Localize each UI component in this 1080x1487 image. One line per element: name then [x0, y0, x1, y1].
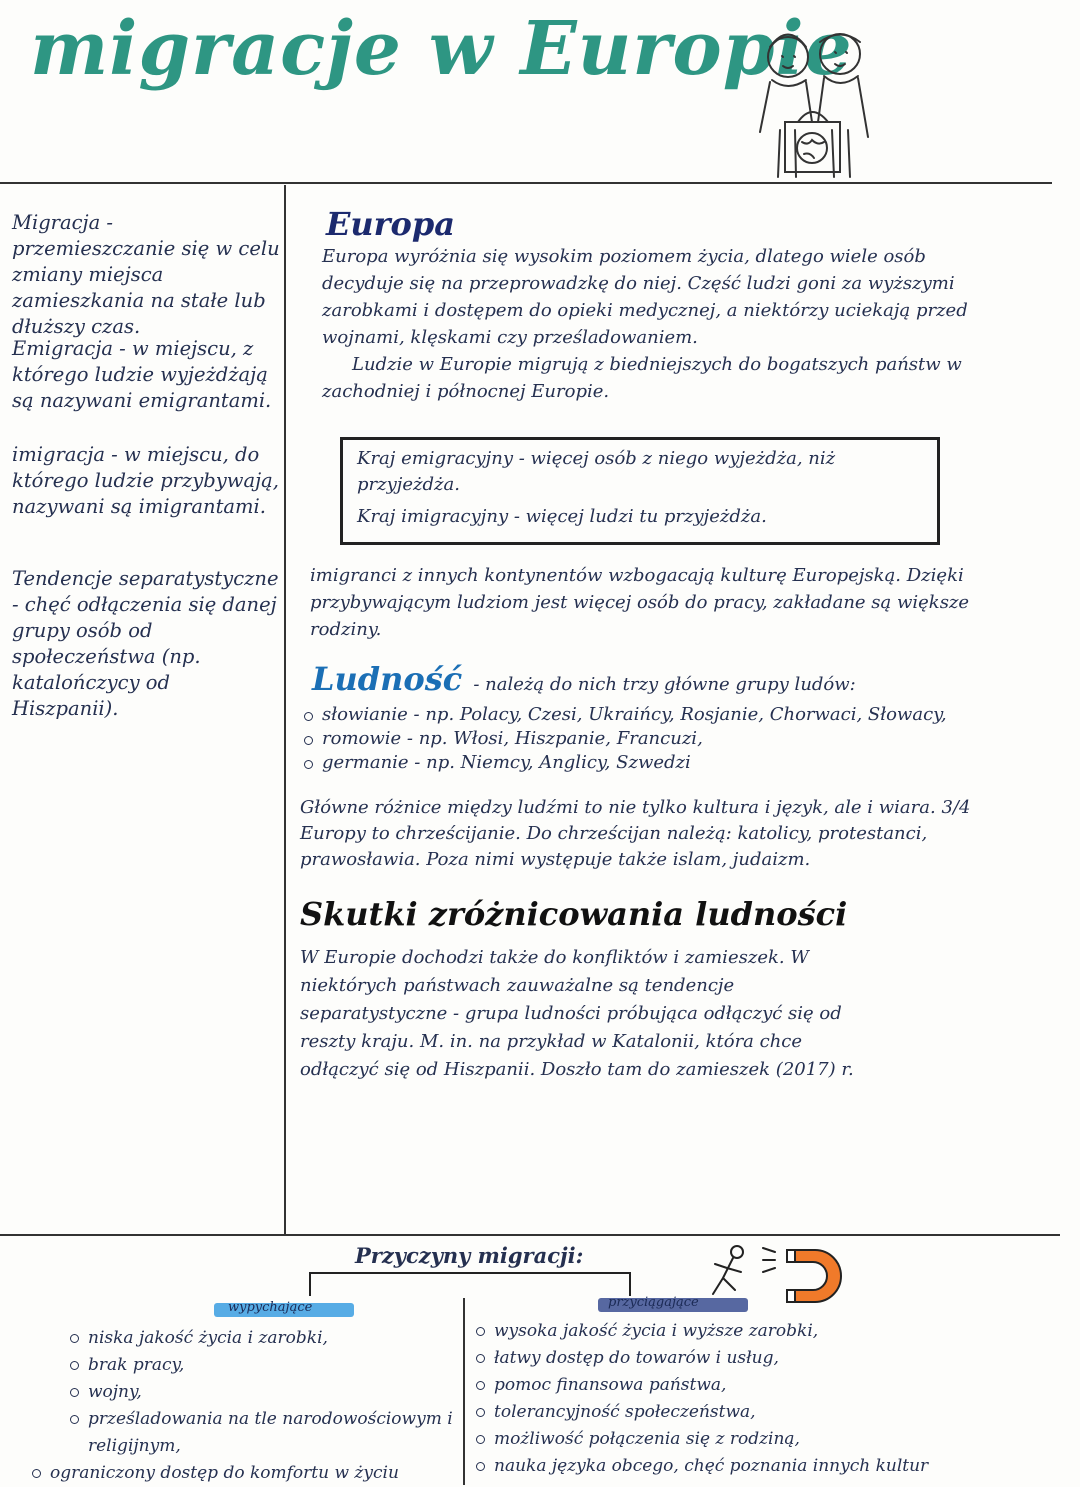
list-item: prześladowania na tle narodowościowym i religijnym, — [68, 1406, 458, 1460]
definition-separatyzm: Tendencje separatystyczne - chęć odłączenia się danej grupy osób od społeczeństwa (np. katalończycy od Hiszpanii). — [12, 567, 279, 720]
definition-emigracja: Emigracja - w miejscu, z którego ludzie wyjeżdżają są nazywani emigrantami. — [12, 337, 272, 412]
two-people-with-globe-bag-icon — [740, 12, 890, 182]
causes-divider — [463, 1298, 465, 1485]
list-item: wojny, — [68, 1379, 458, 1406]
pull-factors-list — [474, 1318, 1064, 1480]
europa-heading: Europa — [326, 205, 455, 243]
list-item: tolerancyjność społeczeństwa, — [474, 1399, 1064, 1426]
list-item: romowie - np. Włosi, Hiszpanie, Francuzi, — [302, 727, 1002, 751]
branch-lines — [300, 1268, 650, 1298]
list-item: nauka języka obcego, chęć poznania innych kultur — [474, 1453, 1064, 1480]
list-item: germanie - np. Niemcy, Anglicy, Szwedzi — [302, 751, 1002, 775]
europa-paragraph: Europa wyróżnia się wysokim poziomem życia, dlatego wiele osób decyduje się na przeprowadzkę do niej. Część ludzi goni za wyższymi zarobkami i dostępem do opieki medycznej, a niektórzy uciekają przed wojnami, klęskami czy prześladowaniem. Ludzie w Europie migrują z biedniejszych do bogatszych państw w zachodniej i północnej Europie. — [322, 246, 968, 402]
push-factors-list — [50, 1325, 458, 1487]
list-item: niska jakość życia i zarobki, — [68, 1325, 458, 1352]
box-line-emigration: Kraj emigracyjny - więcej osób z niego wyjeżdża, niż przyjeżdża. — [357, 448, 836, 495]
country-types-box — [340, 437, 940, 545]
immigrants-paragraph: imigranci z innych kontynentów wzbogacają kulturę Europejską. Dzięki przybywającym ludziom jest więcej osób do pracy, zakładane są większe rodziny. — [310, 565, 970, 640]
list-item: pomoc finansowa państwa, — [474, 1372, 1064, 1399]
column-divider — [284, 185, 286, 1235]
definition-migracja: Migracja - przemieszczanie się w celu zmiany miejsca zamieszkania na stałe lub dłuższy czas. — [12, 211, 280, 338]
religion-paragraph: Główne różnice między ludźmi to nie tylko kultura i język, ale i wiara. 3/4 Europy to chrześcijanie. Do chrześcijan należą: katolicy, protestanci, prawosławia. Poza nimi występuje także islam, judaizm. — [300, 797, 971, 870]
ludnosc-heading: Ludność — [312, 660, 463, 698]
skutki-heading: Skutki zróżnicowania ludności — [300, 895, 848, 933]
footer-rule — [0, 1234, 1060, 1236]
push-label: wypychające — [228, 1300, 313, 1315]
definition-imigracja: imigracja - w miejscu, do którego ludzie przybywają, nazywani są imigrantami. — [12, 443, 279, 518]
list-item: brak pracy, — [68, 1352, 458, 1379]
list-item: łatwy dostęp do towarów i usług, — [474, 1345, 1064, 1372]
ludnosc-header — [312, 660, 1012, 698]
header-rule — [0, 182, 1052, 184]
box-line-immigration: Kraj imigracyjny - więcej ludzi tu przyjeżdża. — [357, 506, 767, 527]
ludnosc-groups-list — [302, 703, 1002, 775]
list-item: słowianie - np. Polacy, Czesi, Ukraińcy, Rosjanie, Chorwaci, Słowacy, — [302, 703, 1002, 727]
list-item: ograniczony dostęp do komfortu w życiu — [30, 1460, 458, 1487]
przyczyny-heading: Przyczyny migracji: — [355, 1243, 584, 1268]
list-item: wysoka jakość życia i wyższe zarobki, — [474, 1318, 1064, 1345]
skutki-paragraph: W Europie dochodzi także do konfliktów i zamieszek. W niektórych państwach zauważalne są tendencje separatystyczne - grupa ludności próbująca odłączyć się od reszty kraju. M. in. na przykład w Katalonii, która chce odłączyć się od Hiszpanii. Doszło tam do zamieszek (2017) r. — [300, 947, 854, 1080]
ludnosc-intro: - należą do nich trzy główne grupy ludów: — [473, 674, 856, 695]
list-item: możliwość połączenia się z rodziną, — [474, 1426, 1064, 1453]
pull-label: przyciągające — [608, 1295, 699, 1310]
page-title: migracje w Europie — [30, 6, 853, 92]
